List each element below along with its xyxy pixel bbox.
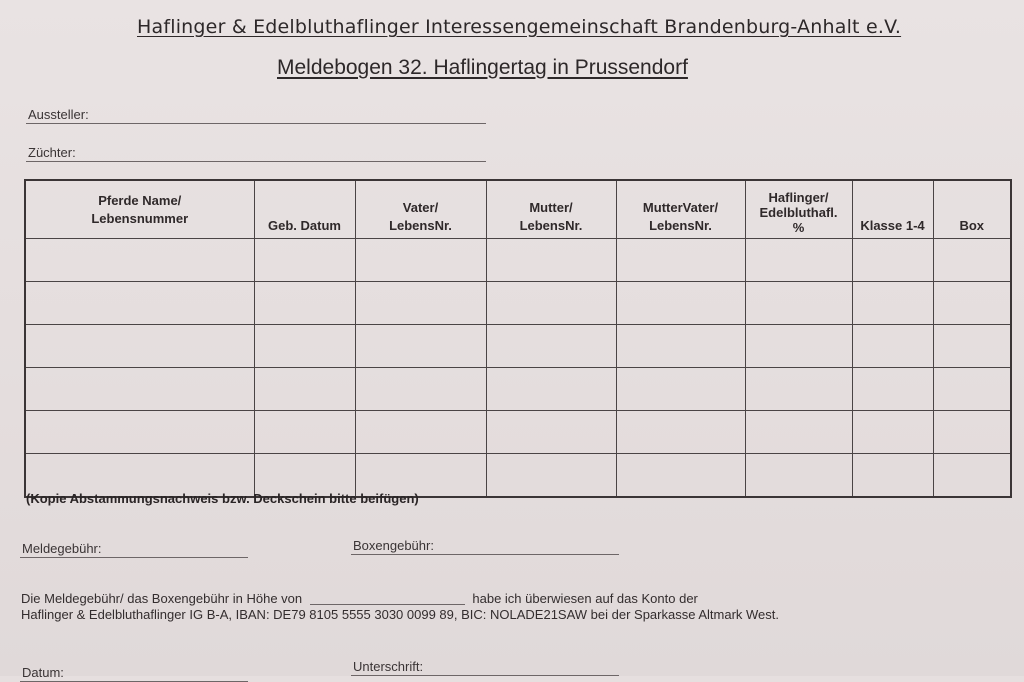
table-cell[interactable]	[933, 239, 1011, 282]
col-header-line1: Haflinger/ Edelbluthafl.	[759, 190, 838, 220]
table-cell[interactable]	[745, 325, 852, 368]
col-header-sire	[355, 180, 486, 239]
col-header-line2: LebensNr.	[389, 218, 452, 233]
col-header-line2: Geb. Datum	[268, 218, 341, 233]
table-cell[interactable]	[852, 454, 933, 498]
table-body	[25, 239, 1011, 498]
table-cell[interactable]	[852, 239, 933, 282]
organization-title: Haflinger & Edelbluthaflinger Interessengemeinschaft Brandenburg-Anhalt e.V.	[137, 16, 902, 38]
table-row	[25, 325, 1011, 368]
col-header-line1: MutterVater/	[642, 200, 719, 215]
col-header-line2: Lebensnummer	[91, 210, 189, 226]
table-cell[interactable]	[933, 282, 1011, 325]
registration-table	[24, 179, 1012, 498]
pedigree-note: (Kopie Abstammungsnachweis bzw. Deckschein bitte beifügen)	[26, 491, 419, 506]
payment-text-end: habe ich überwiesen auf das Konto der	[472, 591, 698, 606]
meldegebuehr-label: Meldegebühr:	[22, 541, 102, 556]
table-cell[interactable]	[486, 454, 616, 498]
table-row	[25, 411, 1011, 454]
col-header-dam	[486, 180, 616, 239]
meldegebuehr-field[interactable]	[20, 532, 248, 558]
table-cell[interactable]	[933, 411, 1011, 454]
payment-line-1	[21, 591, 698, 606]
table-cell[interactable]	[616, 282, 745, 325]
table-cell[interactable]	[25, 282, 254, 325]
col-header-line1: Vater/	[402, 200, 439, 215]
table-cell[interactable]	[254, 368, 355, 411]
table-cell[interactable]	[254, 325, 355, 368]
zuechter-label: Züchter:	[28, 145, 76, 160]
table-cell[interactable]	[355, 282, 486, 325]
table-cell[interactable]	[254, 239, 355, 282]
aussteller-line	[26, 123, 486, 124]
payment-text-start: Die Meldegebühr/ das Boxengebühr in Höhe von	[21, 591, 303, 606]
table-cell[interactable]	[616, 239, 745, 282]
table-cell[interactable]	[852, 282, 933, 325]
table-header-row	[25, 180, 1011, 239]
table-cell[interactable]	[355, 411, 486, 454]
table-cell[interactable]	[25, 239, 254, 282]
col-header-line2: %	[792, 220, 805, 235]
table-cell[interactable]	[486, 411, 616, 454]
table-cell[interactable]	[355, 239, 486, 282]
col-header-line2: Klasse 1-4	[860, 218, 925, 233]
col-header-line2: Box	[959, 218, 985, 233]
meldegebuehr-line	[20, 557, 248, 558]
table-cell[interactable]	[616, 454, 745, 498]
table-cell[interactable]	[25, 325, 254, 368]
unterschrift-label: Unterschrift:	[353, 659, 424, 674]
col-header-line2: LebensNr.	[649, 218, 712, 233]
boxengebuehr-label: Boxengebühr:	[353, 538, 434, 553]
table-cell[interactable]	[616, 368, 745, 411]
col-header-horse-name	[25, 180, 254, 239]
form-title: Meldebogen 32. Haflingertag in Prussendorf	[277, 56, 688, 79]
table-row	[25, 368, 1011, 411]
col-header-class	[852, 180, 933, 239]
table-cell[interactable]	[616, 325, 745, 368]
table-cell[interactable]	[933, 325, 1011, 368]
table-cell[interactable]	[616, 411, 745, 454]
zuechter-field[interactable]	[26, 136, 486, 162]
table-cell[interactable]	[25, 411, 254, 454]
table-cell[interactable]	[745, 282, 852, 325]
table-cell[interactable]	[355, 325, 486, 368]
table-cell[interactable]	[254, 282, 355, 325]
table-cell[interactable]	[852, 411, 933, 454]
aussteller-label: Aussteller:	[28, 107, 89, 122]
col-header-line2: LebensNr.	[519, 218, 583, 233]
col-header-birth-date	[254, 180, 355, 239]
table-cell[interactable]	[486, 239, 616, 282]
boxengebuehr-field[interactable]	[351, 529, 619, 555]
datum-field[interactable]	[20, 656, 248, 682]
unterschrift-field[interactable]	[351, 652, 619, 676]
table-cell[interactable]	[486, 325, 616, 368]
col-header-breed-percent	[745, 180, 852, 239]
table-cell[interactable]	[745, 368, 852, 411]
amount-blank[interactable]	[310, 604, 465, 605]
table-cell[interactable]	[933, 454, 1011, 498]
table-cell[interactable]	[745, 239, 852, 282]
boxengebuehr-line	[351, 554, 619, 555]
col-header-box	[933, 180, 1011, 239]
table-cell[interactable]	[355, 368, 486, 411]
zuechter-line	[26, 161, 486, 162]
table-cell[interactable]	[852, 325, 933, 368]
col-header-dam-sire	[616, 180, 745, 239]
datum-label: Datum:	[22, 665, 64, 680]
payment-line-2: Haflinger & Edelbluthaflinger IG B-A, IBAN: DE79 8105 5555 3030 0099 89, BIC: NOLADE21SAW bei der Sparkasse Altmark West.	[21, 607, 780, 622]
table-cell[interactable]	[25, 368, 254, 411]
table-row	[25, 239, 1011, 282]
table-cell[interactable]	[745, 411, 852, 454]
table-cell[interactable]	[745, 454, 852, 498]
table-cell[interactable]	[486, 368, 616, 411]
table-cell[interactable]	[486, 282, 616, 325]
table-cell[interactable]	[852, 368, 933, 411]
aussteller-field[interactable]	[26, 98, 486, 124]
table-cell[interactable]	[933, 368, 1011, 411]
col-header-line1: Mutter/	[529, 200, 573, 215]
table-row	[25, 282, 1011, 325]
table-cell[interactable]	[254, 411, 355, 454]
col-header-line1: Pferde Name/	[98, 192, 182, 208]
